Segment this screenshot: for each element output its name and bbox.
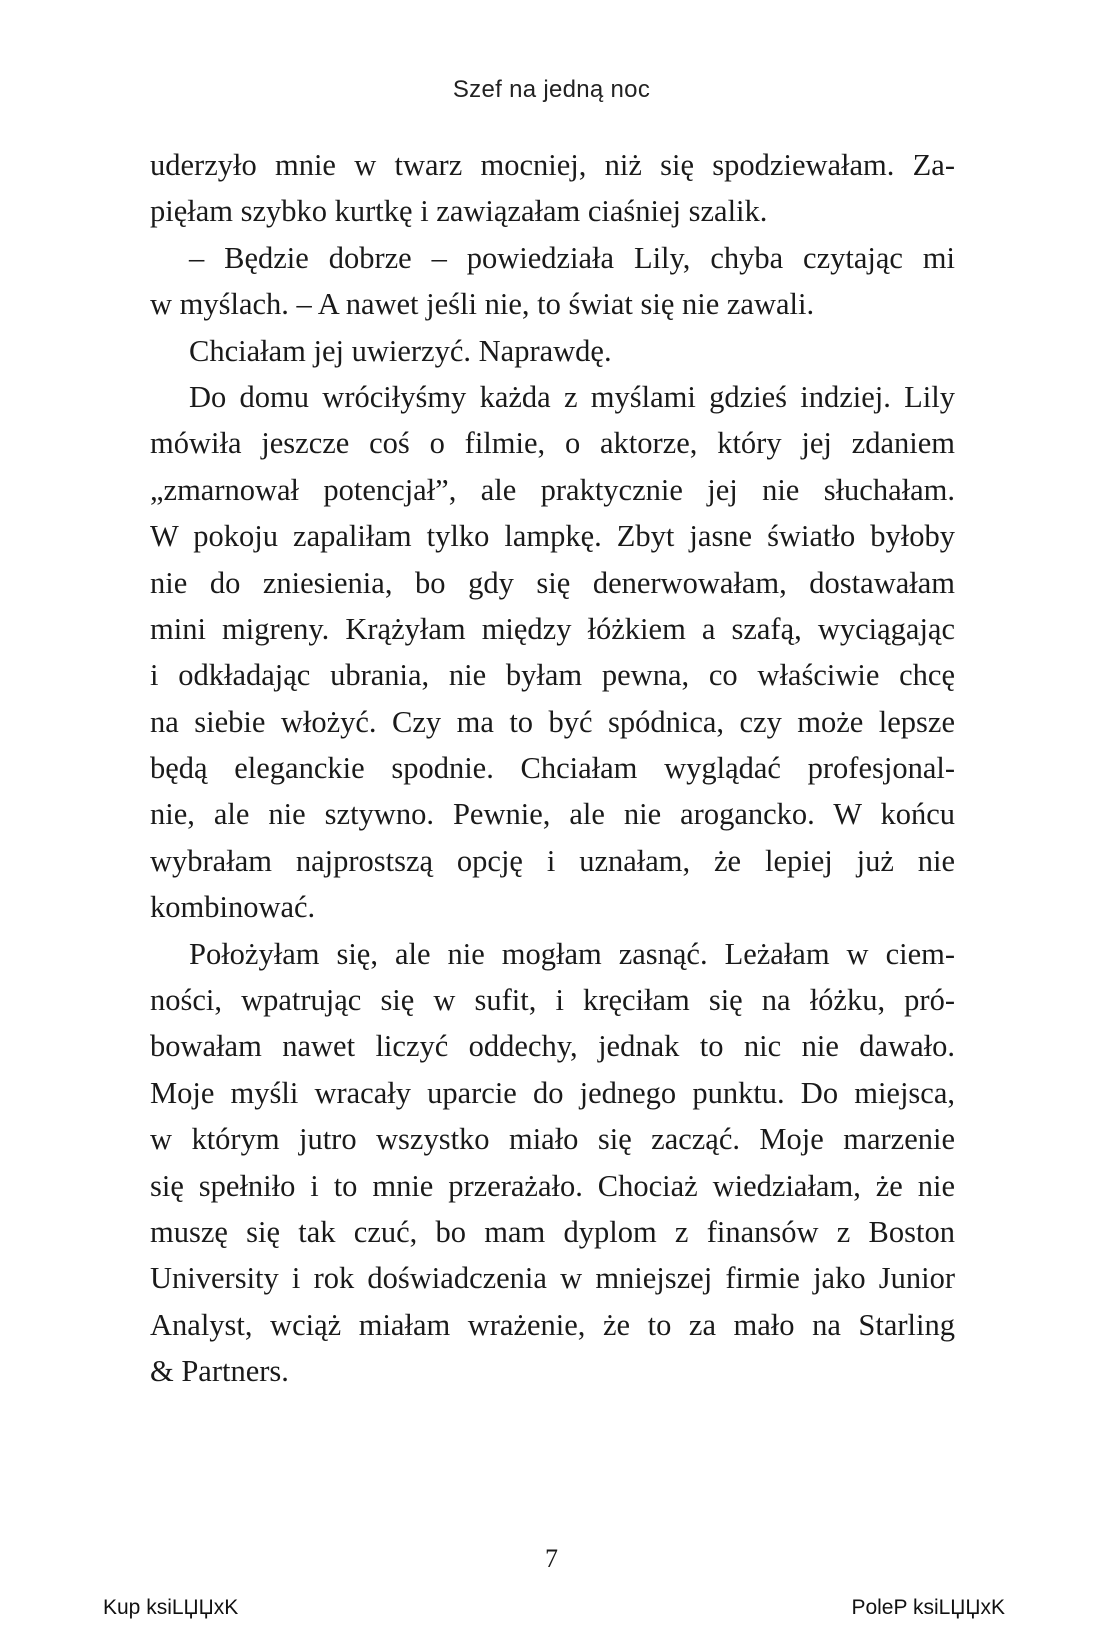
text-line: nie, ale nie sztywno. Pewnie, ale nie arogancko. W końcu xyxy=(150,797,955,832)
text-line: muszę się tak czuć, bo mam dyplom z finansów z Boston xyxy=(150,1214,955,1249)
text-line: ności, wpatrując się w sufit, i kręciłam się na łóżku, pró- xyxy=(150,983,955,1018)
running-title: Szef na jedną noc xyxy=(452,76,651,103)
body-text xyxy=(150,142,955,1395)
text-line: mówiła jeszcze coś o filmie, o aktorze, który jej zdaniem xyxy=(150,426,955,461)
text-line: uderzyło mnie w twarz mocniej, niż się spodziewałam. Za- xyxy=(150,148,955,182)
text-line: w myślach. – A nawet jeśli nie, to świat się nie zawali. xyxy=(150,287,815,322)
text-line: i odkładając ubrania, nie byłam pewna, co właściwie chcę xyxy=(150,658,955,693)
text-line: kombinować. xyxy=(150,890,316,925)
text-line: pięłam szybko kurtkę i zawiązałam ciaśniej szalik. xyxy=(150,194,768,229)
text-line: Analyst, wciąż miałam wrażenie, że to za mało na Starling xyxy=(150,1307,955,1342)
text-line: będą eleganckie spodnie. Chciałam wyglądać profesjonal- xyxy=(150,751,955,786)
text-line: & Partners. xyxy=(150,1354,289,1389)
page-number: 7 xyxy=(545,1544,558,1573)
text-line: Do domu wróciłyśmy każda z myślami gdzieś indziej. Lily xyxy=(189,379,955,414)
text-line: „zmarnował potencjał”, ale praktycznie jej nie słuchałam. xyxy=(150,472,955,507)
text-line: – Będzie dobrze – powiedziała Lily, chyba czytając mi xyxy=(189,240,955,275)
footer-buy-link[interactable]: Kup ksiLЏЏxK xyxy=(103,1596,239,1619)
text-line: w którym jutro wszystko miało się zacząć. Moje marzenie xyxy=(150,1122,955,1157)
text-line: Chciałam jej uwierzyć. Naprawdę. xyxy=(189,333,612,368)
text-line: University i rok doświadczenia w mniejszej firmie jako Junior xyxy=(150,1261,955,1296)
text-line: mini migreny. Krążyłam między łóżkiem a szafą, wyciągając xyxy=(150,611,955,646)
text-line: nie do zniesienia, bo gdy się denerwowałam, dostawałam xyxy=(150,565,955,600)
text-line: Położyłam się, ale nie mogłam zasnąć. Leżałam w ciem- xyxy=(189,936,955,971)
text-line: bowałam nawet liczyć oddechy, jednak to nic nie dawało. xyxy=(150,1029,955,1064)
text-line: W pokoju zapaliłam tylko lampkę. Zbyt jasne światło byłoby xyxy=(150,519,955,554)
text-line: Moje myśli wracały uparcie do jednego punktu. Do miejsca, xyxy=(150,1075,955,1110)
text-line: się spełniło i to mnie przerażało. Chociaż wiedziałam, że nie xyxy=(150,1168,955,1203)
text-line: na siebie włożyć. Czy ma to być spódnica, czy może lepsze xyxy=(150,704,955,739)
footer-recommend-link[interactable]: PoleP ksiLЏЏxK xyxy=(851,1596,1005,1619)
text-line: wybrałam najprostszą opcję i uznałam, że lepiej już nie xyxy=(150,843,955,878)
